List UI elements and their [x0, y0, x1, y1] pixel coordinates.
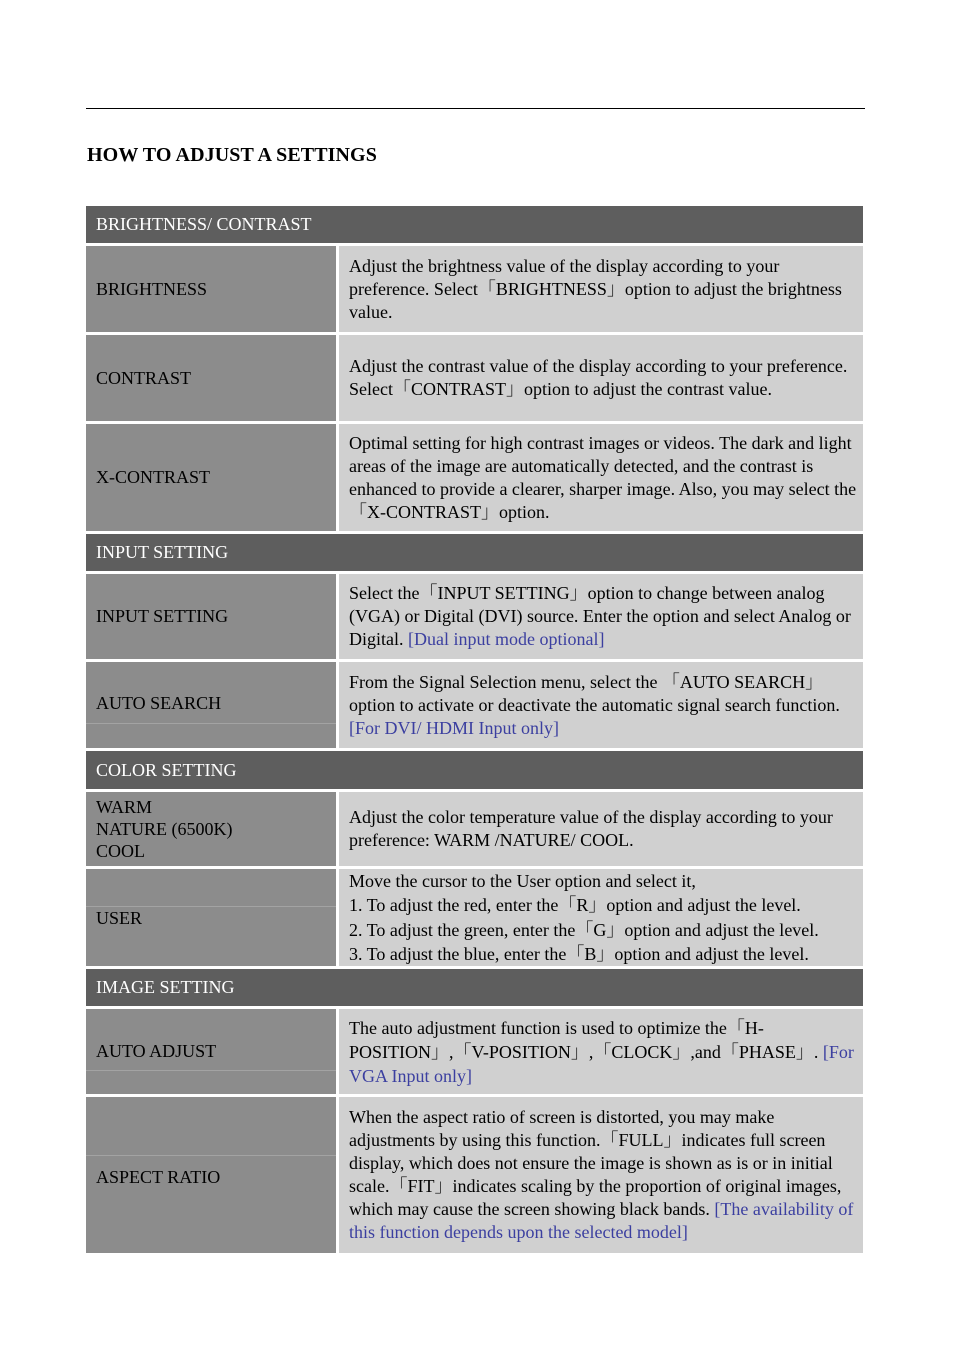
- row-label-text: ASPECT RATIO: [96, 1166, 221, 1187]
- row-description-color-presets: [339, 792, 863, 866]
- description-text: The auto adjustment function is used to optimize the「H-POSITION」,「V-POSITION」,「CLOCK」,and「PHASE」.: [349, 1017, 819, 1062]
- row-description-brightness: [339, 246, 863, 332]
- row-label-text: INPUT SETTING: [96, 606, 229, 626]
- description-text: From the Signal Selection menu, select the 「AUTO SEARCH」option to activate or deactivate the automatic signal search function.: [349, 671, 840, 715]
- description-text: When the aspect ratio of screen is distorted, you may make adjustments by using this function.「FULL」indicates full screen display, which does not ensure the image is shown as is or in initial scale.「FIT」indicates scaling by the proportion of original images, which may cause the screen showing black bands.: [349, 1107, 842, 1219]
- row-label-aspect-ratio: [86, 1097, 336, 1253]
- description-note: [Dual input mode optional]: [408, 629, 605, 649]
- row-description-contrast: [339, 335, 863, 421]
- row-label-user: [86, 869, 336, 966]
- row-label-contrast: [86, 335, 336, 421]
- row-description-auto-search: [339, 662, 863, 748]
- row-label-text: CONTRAST: [96, 367, 192, 388]
- row-label-input-setting: [86, 574, 336, 659]
- table-row-brightness: [86, 246, 863, 332]
- label-warm: WARM: [96, 797, 153, 817]
- table-row-color-presets: [86, 792, 863, 866]
- description-line: 2. To adjust the green, enter the「G」option and adjust the level.: [349, 919, 819, 940]
- row-description-user: [339, 869, 863, 966]
- description-note: [The availability of this function depends upon the selected model]: [349, 1199, 854, 1242]
- table-row-x-contrast: [86, 424, 863, 531]
- description-text: Select the「INPUT SETTING」option to change between analog (VGA) or Digital (DVI) source. Enter the option and select Analog or Digital.: [349, 583, 851, 649]
- row-label-text: USER: [96, 908, 143, 928]
- description-text: Optimal setting for high contrast images or videos. The dark and light areas of the image are automatically detected, and the contrast is enhanced to provide a clearer, sharper image. Also, you may select the「X-CONTRAST」option.: [349, 432, 857, 522]
- table-row-auto-adjust: [86, 1009, 863, 1094]
- description-note: [For DVI/ HDMI Input only]: [349, 717, 559, 738]
- page-title: HOW TO ADJUST A SETTINGS: [87, 144, 377, 166]
- row-label-color-presets: [86, 792, 336, 866]
- description-line: 1. To adjust the red, enter the「R」option and adjust the level.: [349, 895, 801, 915]
- row-description-input-setting: [339, 574, 863, 659]
- description-line: 3. To adjust the blue, enter the「B」option and adjust the level.: [349, 944, 809, 964]
- row-label-auto-search: [86, 662, 336, 748]
- row-label-text: AUTO SEARCH: [96, 692, 222, 713]
- table-row-input-setting: [86, 574, 863, 659]
- settings-table: [86, 206, 863, 1256]
- description-note: [For VGA Input only]: [349, 1041, 854, 1086]
- description-line: Move the cursor to the User option and select it,: [349, 870, 696, 891]
- row-label-text: BRIGHTNESS: [96, 278, 208, 299]
- row-label-auto-adjust: [86, 1009, 336, 1094]
- section-header-image-setting: IMAGE SETTING: [86, 969, 863, 1006]
- row-label-brightness: [86, 246, 336, 332]
- row-label-text: X-CONTRAST: [96, 467, 211, 487]
- table-row-contrast: [86, 335, 863, 421]
- description-text: Adjust the contrast value of the display according to your preference. Select「CONTRAST」option to adjust the contrast value.: [349, 356, 848, 399]
- description-text: Adjust the color temperature value of the display according to your preference: WARM /NATURE/ COOL.: [349, 807, 833, 850]
- row-description-auto-adjust: [339, 1009, 863, 1094]
- table-row-user: [86, 869, 863, 966]
- section-header-color-setting: COLOR SETTING: [86, 751, 863, 789]
- table-row-aspect-ratio: [86, 1097, 863, 1253]
- row-description-x-contrast: [339, 424, 863, 531]
- table-row-auto-search: [86, 662, 863, 748]
- description-text: Adjust the brightness value of the display according to your preference. Select「BRIGHTNESS」option to adjust the brightness value.: [349, 255, 842, 322]
- section-header-input-setting: INPUT SETTING: [86, 534, 863, 571]
- row-label-x-contrast: [86, 424, 336, 531]
- label-nature: NATURE (6500K): [96, 819, 233, 839]
- label-cool: COOL: [96, 841, 145, 861]
- row-label-text: AUTO ADJUST: [96, 1041, 217, 1061]
- row-description-aspect-ratio: [339, 1097, 863, 1253]
- top-rule: [86, 108, 865, 109]
- section-header-brightness-contrast: BRIGHTNESS/ CONTRAST: [86, 206, 863, 243]
